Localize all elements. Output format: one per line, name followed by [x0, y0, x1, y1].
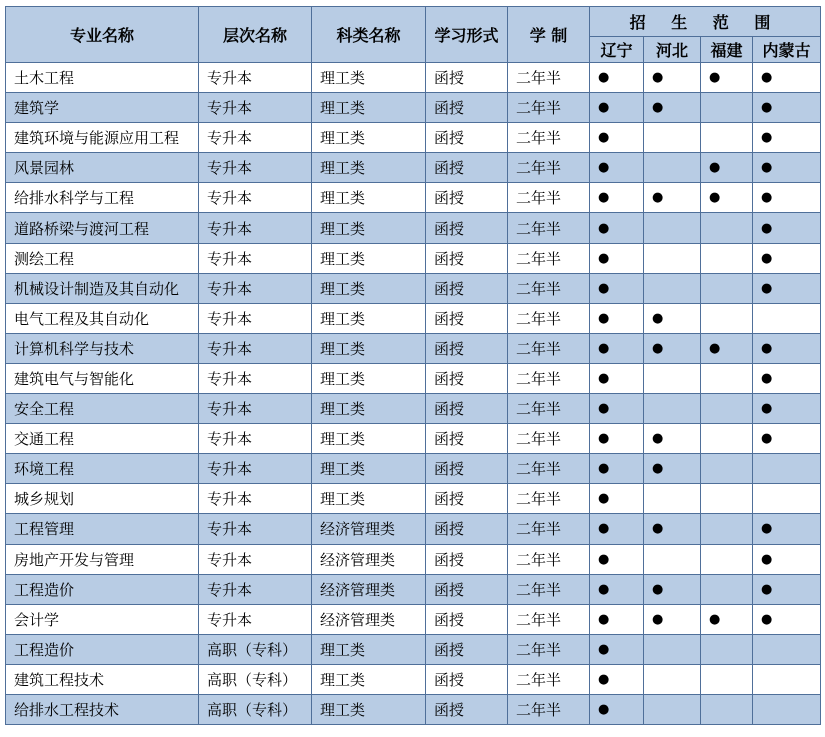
cell-level: 专升本 [199, 153, 312, 183]
cell-region-hebei [644, 694, 701, 724]
cell-level: 专升本 [199, 454, 312, 484]
table-row [6, 243, 821, 273]
cell-category: 理工类 [312, 183, 426, 213]
cell-category: 理工类 [312, 93, 426, 123]
cell-region-liaoning: ● [590, 664, 644, 694]
cell-region-neimenggu: ● [753, 153, 821, 183]
cell-level: 专升本 [199, 183, 312, 213]
cell-region-neimenggu [753, 664, 821, 694]
header-region-fujian: 福建 [701, 37, 753, 63]
cell-region-fujian [701, 634, 753, 664]
table-row [6, 574, 821, 604]
table-row [6, 63, 821, 93]
table-row [6, 363, 821, 393]
cell-region-hebei [644, 634, 701, 664]
cell-level: 专升本 [199, 303, 312, 333]
cell-mode: 函授 [426, 604, 508, 634]
cell-mode: 函授 [426, 303, 508, 333]
cell-level: 专升本 [199, 63, 312, 93]
cell-major: 土木工程 [6, 63, 199, 93]
cell-region-neimenggu: ● [753, 123, 821, 153]
cell-region-neimenggu: ● [753, 574, 821, 604]
table-row [6, 273, 821, 303]
cell-region-fujian [701, 544, 753, 574]
cell-region-liaoning: ● [590, 544, 644, 574]
table-row [6, 213, 821, 243]
cell-level: 专升本 [199, 394, 312, 424]
cell-region-fujian [701, 363, 753, 393]
cell-region-neimenggu: ● [753, 213, 821, 243]
cell-level: 专升本 [199, 93, 312, 123]
cell-region-fujian: ● [701, 333, 753, 363]
table-row [6, 664, 821, 694]
cell-region-neimenggu: ● [753, 333, 821, 363]
cell-duration: 二年半 [508, 664, 590, 694]
cell-region-hebei [644, 243, 701, 273]
cell-region-fujian [701, 454, 753, 484]
cell-region-fujian [701, 213, 753, 243]
cell-region-neimenggu [753, 694, 821, 724]
cell-level: 专升本 [199, 484, 312, 514]
cell-major: 建筑工程技术 [6, 664, 199, 694]
cell-region-fujian [701, 424, 753, 454]
cell-duration: 二年半 [508, 123, 590, 153]
cell-major: 工程造价 [6, 634, 199, 664]
cell-region-hebei: ● [644, 454, 701, 484]
cell-duration: 二年半 [508, 243, 590, 273]
cell-category: 理工类 [312, 273, 426, 303]
cell-region-fujian: ● [701, 604, 753, 634]
cell-region-hebei [644, 664, 701, 694]
cell-major: 道路桥梁与渡河工程 [6, 213, 199, 243]
cell-region-neimenggu: ● [753, 273, 821, 303]
cell-mode: 函授 [426, 424, 508, 454]
cell-level: 专升本 [199, 514, 312, 544]
cell-duration: 二年半 [508, 63, 590, 93]
cell-duration: 二年半 [508, 363, 590, 393]
cell-region-liaoning: ● [590, 604, 644, 634]
cell-mode: 函授 [426, 333, 508, 363]
cell-region-hebei: ● [644, 183, 701, 213]
cell-duration: 二年半 [508, 93, 590, 123]
cell-level: 专升本 [199, 123, 312, 153]
cell-region-hebei [644, 123, 701, 153]
table-row [6, 303, 821, 333]
cell-level: 高职（专科） [199, 664, 312, 694]
table-row [6, 93, 821, 123]
table-row [6, 484, 821, 514]
enrollment-table-container [5, 6, 821, 725]
cell-category: 理工类 [312, 424, 426, 454]
cell-duration: 二年半 [508, 694, 590, 724]
header-region-hebei: 河北 [644, 37, 701, 63]
cell-major: 电气工程及其自动化 [6, 303, 199, 333]
header-duration: 学 制 [508, 7, 590, 63]
table-row [6, 333, 821, 363]
cell-major: 计算机科学与技术 [6, 333, 199, 363]
table-row [6, 123, 821, 153]
cell-major: 机械设计制造及其自动化 [6, 273, 199, 303]
cell-region-fujian [701, 664, 753, 694]
cell-level: 专升本 [199, 363, 312, 393]
cell-region-neimenggu: ● [753, 183, 821, 213]
cell-major: 交通工程 [6, 424, 199, 454]
cell-region-hebei: ● [644, 63, 701, 93]
cell-duration: 二年半 [508, 183, 590, 213]
cell-region-fujian [701, 394, 753, 424]
cell-major: 城乡规划 [6, 484, 199, 514]
cell-duration: 二年半 [508, 484, 590, 514]
cell-mode: 函授 [426, 243, 508, 273]
cell-region-fujian [701, 574, 753, 604]
cell-region-liaoning: ● [590, 213, 644, 243]
cell-duration: 二年半 [508, 514, 590, 544]
cell-region-liaoning: ● [590, 183, 644, 213]
cell-region-hebei: ● [644, 514, 701, 544]
table-row [6, 424, 821, 454]
cell-level: 专升本 [199, 544, 312, 574]
cell-region-hebei: ● [644, 604, 701, 634]
cell-region-liaoning: ● [590, 394, 644, 424]
cell-level: 专升本 [199, 424, 312, 454]
cell-duration: 二年半 [508, 394, 590, 424]
cell-category: 理工类 [312, 634, 426, 664]
cell-duration: 二年半 [508, 634, 590, 664]
cell-category: 理工类 [312, 363, 426, 393]
cell-duration: 二年半 [508, 273, 590, 303]
cell-major: 工程管理 [6, 514, 199, 544]
cell-region-liaoning: ● [590, 123, 644, 153]
cell-duration: 二年半 [508, 153, 590, 183]
cell-level: 专升本 [199, 273, 312, 303]
cell-duration: 二年半 [508, 213, 590, 243]
cell-category: 经济管理类 [312, 574, 426, 604]
cell-region-neimenggu [753, 303, 821, 333]
cell-level: 专升本 [199, 213, 312, 243]
table-body [6, 63, 821, 725]
table-row [6, 634, 821, 664]
cell-region-fujian [701, 514, 753, 544]
cell-major: 会计学 [6, 604, 199, 634]
cell-region-neimenggu [753, 484, 821, 514]
header-level: 层次名称 [199, 7, 312, 63]
cell-region-liaoning: ● [590, 454, 644, 484]
cell-region-neimenggu [753, 454, 821, 484]
cell-category: 理工类 [312, 213, 426, 243]
cell-region-hebei: ● [644, 333, 701, 363]
cell-region-liaoning: ● [590, 514, 644, 544]
cell-mode: 函授 [426, 363, 508, 393]
cell-mode: 函授 [426, 694, 508, 724]
header-category: 科类名称 [312, 7, 426, 63]
cell-level: 高职（专科） [199, 634, 312, 664]
cell-mode: 函授 [426, 153, 508, 183]
cell-duration: 二年半 [508, 454, 590, 484]
cell-category: 理工类 [312, 63, 426, 93]
cell-category: 理工类 [312, 123, 426, 153]
cell-major: 环境工程 [6, 454, 199, 484]
cell-region-neimenggu: ● [753, 243, 821, 273]
cell-category: 理工类 [312, 694, 426, 724]
header-region-neimenggu: 内蒙古 [753, 37, 821, 63]
cell-region-liaoning: ● [590, 574, 644, 604]
cell-region-neimenggu: ● [753, 604, 821, 634]
cell-region-fujian [701, 484, 753, 514]
cell-major: 给排水科学与工程 [6, 183, 199, 213]
cell-mode: 函授 [426, 123, 508, 153]
cell-region-hebei [644, 484, 701, 514]
cell-region-neimenggu: ● [753, 544, 821, 574]
table-row [6, 514, 821, 544]
table-row [6, 604, 821, 634]
cell-region-fujian: ● [701, 153, 753, 183]
cell-category: 理工类 [312, 394, 426, 424]
cell-level: 专升本 [199, 333, 312, 363]
table-row [6, 694, 821, 724]
cell-region-fujian [701, 123, 753, 153]
cell-region-liaoning: ● [590, 424, 644, 454]
cell-region-hebei [644, 394, 701, 424]
cell-region-neimenggu: ● [753, 394, 821, 424]
cell-region-fujian: ● [701, 63, 753, 93]
cell-region-liaoning: ● [590, 273, 644, 303]
cell-region-hebei [644, 544, 701, 574]
table-row [6, 454, 821, 484]
table-row [6, 153, 821, 183]
cell-major: 建筑环境与能源应用工程 [6, 123, 199, 153]
cell-region-liaoning: ● [590, 333, 644, 363]
header-mode: 学习形式 [426, 7, 508, 63]
cell-major: 安全工程 [6, 394, 199, 424]
cell-mode: 函授 [426, 394, 508, 424]
cell-category: 理工类 [312, 153, 426, 183]
cell-region-neimenggu: ● [753, 424, 821, 454]
cell-region-fujian: ● [701, 183, 753, 213]
cell-region-liaoning: ● [590, 634, 644, 664]
cell-category: 经济管理类 [312, 514, 426, 544]
cell-mode: 函授 [426, 664, 508, 694]
cell-mode: 函授 [426, 544, 508, 574]
cell-region-neimenggu: ● [753, 514, 821, 544]
cell-region-fujian [701, 243, 753, 273]
cell-region-liaoning: ● [590, 694, 644, 724]
cell-region-hebei [644, 153, 701, 183]
cell-region-fujian [701, 93, 753, 123]
cell-category: 理工类 [312, 333, 426, 363]
cell-duration: 二年半 [508, 303, 590, 333]
cell-region-hebei: ● [644, 303, 701, 333]
cell-category: 理工类 [312, 454, 426, 484]
cell-major: 建筑电气与智能化 [6, 363, 199, 393]
cell-region-fujian [701, 303, 753, 333]
table-row [6, 394, 821, 424]
cell-level: 专升本 [199, 604, 312, 634]
cell-region-neimenggu: ● [753, 63, 821, 93]
table-row [6, 183, 821, 213]
cell-region-hebei [644, 273, 701, 303]
cell-major: 测绘工程 [6, 243, 199, 273]
cell-mode: 函授 [426, 574, 508, 604]
cell-region-neimenggu: ● [753, 93, 821, 123]
cell-region-neimenggu: ● [753, 363, 821, 393]
cell-major: 建筑学 [6, 93, 199, 123]
header-major: 专业名称 [6, 7, 199, 63]
cell-mode: 函授 [426, 273, 508, 303]
cell-mode: 函授 [426, 514, 508, 544]
header-region-liaoning: 辽宁 [590, 37, 644, 63]
cell-region-hebei: ● [644, 574, 701, 604]
cell-duration: 二年半 [508, 544, 590, 574]
cell-region-liaoning: ● [590, 93, 644, 123]
table-row [6, 544, 821, 574]
cell-level: 专升本 [199, 243, 312, 273]
cell-major: 风景园林 [6, 153, 199, 183]
cell-duration: 二年半 [508, 604, 590, 634]
cell-major: 给排水工程技术 [6, 694, 199, 724]
cell-mode: 函授 [426, 634, 508, 664]
cell-category: 理工类 [312, 243, 426, 273]
header-scope: 招 生 范 围 [590, 7, 821, 37]
cell-region-fujian [701, 694, 753, 724]
cell-region-liaoning: ● [590, 63, 644, 93]
cell-duration: 二年半 [508, 424, 590, 454]
cell-major: 工程造价 [6, 574, 199, 604]
cell-major: 房地产开发与管理 [6, 544, 199, 574]
cell-region-neimenggu [753, 634, 821, 664]
cell-region-hebei: ● [644, 93, 701, 123]
cell-duration: 二年半 [508, 574, 590, 604]
cell-region-hebei [644, 363, 701, 393]
cell-mode: 函授 [426, 183, 508, 213]
cell-category: 经济管理类 [312, 544, 426, 574]
cell-mode: 函授 [426, 213, 508, 243]
cell-category: 理工类 [312, 484, 426, 514]
cell-region-hebei: ● [644, 424, 701, 454]
cell-region-hebei [644, 213, 701, 243]
table-header [6, 7, 821, 63]
cell-level: 高职（专科） [199, 694, 312, 724]
cell-region-liaoning: ● [590, 484, 644, 514]
cell-region-liaoning: ● [590, 153, 644, 183]
cell-category: 经济管理类 [312, 604, 426, 634]
cell-region-liaoning: ● [590, 303, 644, 333]
cell-region-liaoning: ● [590, 243, 644, 273]
cell-region-liaoning: ● [590, 363, 644, 393]
cell-category: 理工类 [312, 303, 426, 333]
cell-mode: 函授 [426, 454, 508, 484]
cell-category: 理工类 [312, 664, 426, 694]
cell-mode: 函授 [426, 93, 508, 123]
cell-region-fujian [701, 273, 753, 303]
enrollment-table [5, 6, 821, 725]
cell-mode: 函授 [426, 63, 508, 93]
cell-level: 专升本 [199, 574, 312, 604]
cell-mode: 函授 [426, 484, 508, 514]
cell-duration: 二年半 [508, 333, 590, 363]
